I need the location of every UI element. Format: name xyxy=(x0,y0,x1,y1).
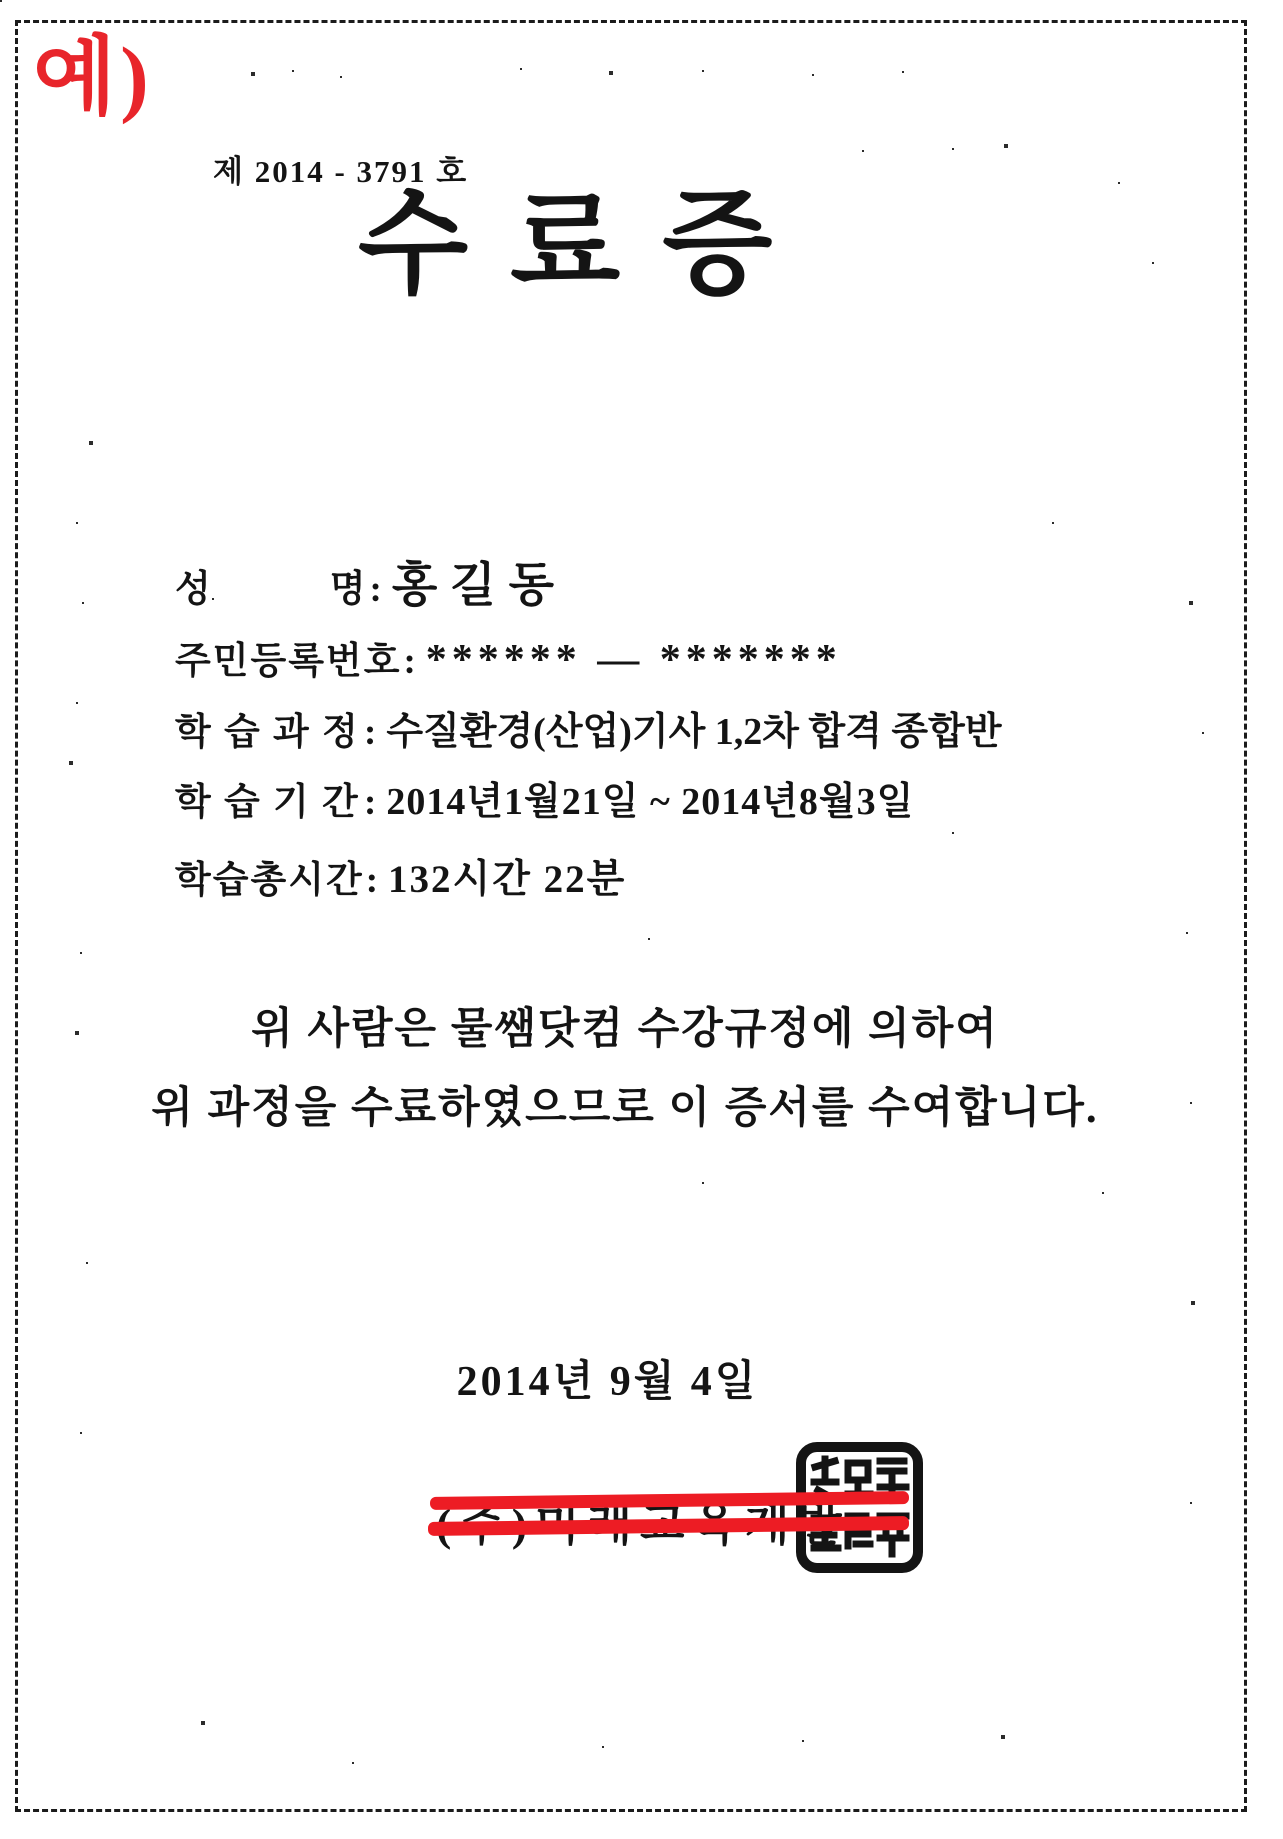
statement-line-1: 위 사람은 물쌤닷컴 수강규정에 의하여 xyxy=(251,1006,999,1053)
field-value-course: 수질환경(산업)기사 1,2차 합격 종합반 xyxy=(386,711,1002,753)
certificate-number: 제 2014 - 3791 호 xyxy=(213,154,469,189)
field-value-resident-id: ****** — ******* xyxy=(425,637,842,683)
company-seal-stamp xyxy=(796,1442,923,1573)
field-row-course xyxy=(175,700,1002,755)
certificate-title: 수료증 xyxy=(358,181,815,308)
field-separator: : xyxy=(364,712,377,753)
example-annotation: 예) xyxy=(33,29,153,125)
issue-date: 2014년 9월 4일 xyxy=(456,1359,759,1405)
field-value-study-period: 2014년1월21일 ~ 2014년8월3일 xyxy=(386,781,915,823)
field-row-name xyxy=(175,548,567,615)
field-value-total-hours: 132시간 22분 xyxy=(388,858,627,901)
field-separator: : xyxy=(365,860,379,901)
certification-statement xyxy=(20,1008,1230,1130)
field-label-total-hours: 학습총시간 xyxy=(175,860,364,901)
field-separator: : xyxy=(364,782,377,823)
statement-line-2: 위 과정을 수료하였으므로 이 증서를 수여합니다. xyxy=(151,1085,1099,1132)
field-row-resident-id xyxy=(175,630,842,684)
field-separator: : xyxy=(403,641,416,682)
field-row-study-period xyxy=(175,770,914,825)
field-label-resident-id: 주민등록번호 xyxy=(175,641,402,682)
field-label-name: 성 명 xyxy=(175,569,368,610)
field-label-study-period: 학 습 기 간 xyxy=(175,782,360,823)
field-value-name: 홍길동 xyxy=(391,560,568,612)
company-seal-icon xyxy=(796,1442,923,1573)
field-row-total-hours xyxy=(175,848,626,904)
scan-noise-speckles xyxy=(0,0,2,2)
field-label-course: 학 습 과 정 xyxy=(175,712,360,753)
field-separator: : xyxy=(369,569,382,610)
